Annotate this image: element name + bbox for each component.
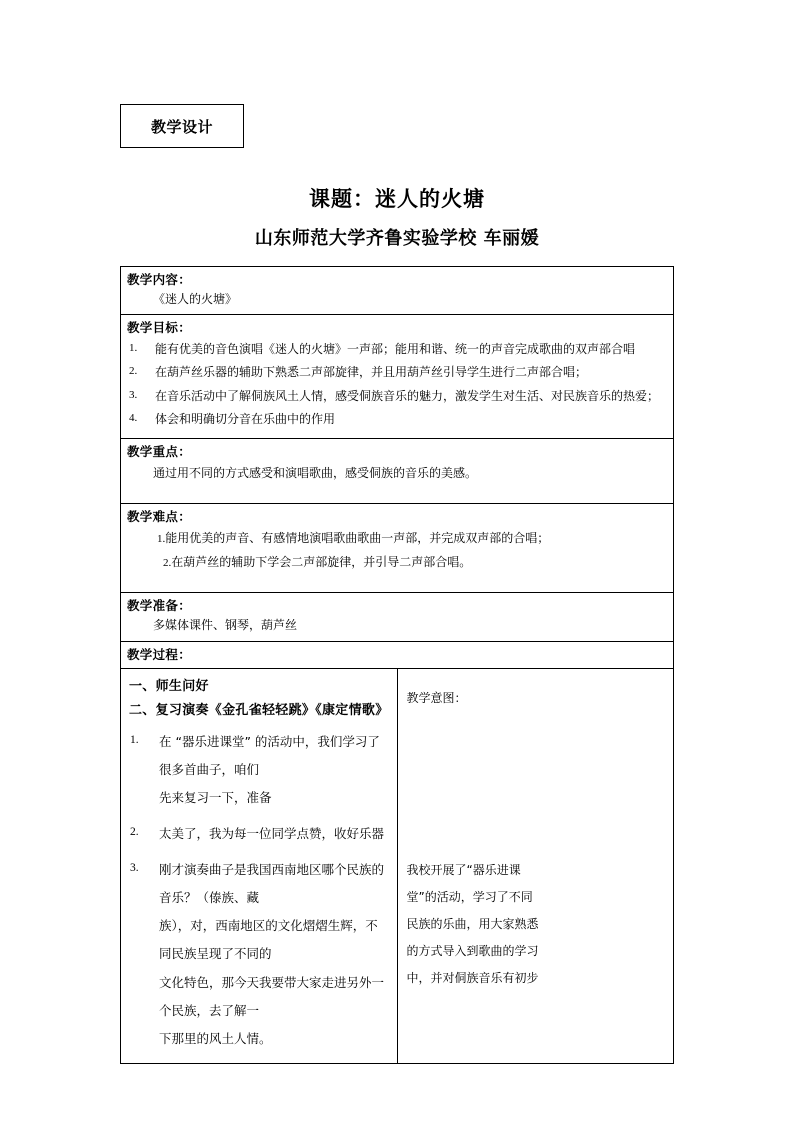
list-item-line: 在 “器乐进课堂” 的活动中，我们学习了很多首曲子，咱们 [159, 733, 380, 777]
intent-body [407, 857, 668, 992]
difficulties-heading: 教学难点： [127, 508, 192, 524]
process-roman-item: 二、复习演奏《金孔雀轻轻跳》《康定情歌》 [129, 703, 389, 719]
list-item-line: 下那里的风土人情。 [159, 1030, 272, 1046]
difficulties-item-text: 能用优美的声音、有感情地演唱歌曲歌曲一声部，并完成双声部的合唱； [165, 531, 550, 546]
list-item [129, 820, 389, 848]
difficulties-item-number: 1. [157, 533, 166, 546]
key-points-heading: 教学重点： [127, 443, 192, 459]
intent-line: 我校开展了“器乐进课 [406, 862, 521, 877]
lesson-plan-table [120, 266, 674, 1064]
cell-preparation [121, 593, 674, 641]
cell-process-steps [121, 669, 398, 1063]
list-item [127, 408, 667, 431]
difficulties-item [127, 550, 667, 574]
intent-line: 民族的乐曲，用大家熟悉 [406, 916, 539, 931]
page-subtitle: 山东师范大学齐鲁实验学校 车丽媛 [254, 228, 540, 249]
list-item [127, 385, 667, 408]
process-step-list [129, 728, 389, 1053]
page-title: 课题：迷人的火塘 [309, 187, 485, 211]
table-row-preparation [121, 593, 674, 641]
list-item-text: 体会和明确切分音在乐曲中的作用 [155, 412, 336, 427]
list-item-text: 在葫芦丝乐器的辅助下熟悉二声部旋律，并且用葫芦丝引导学生进行二声部合唱； [155, 365, 588, 380]
list-item [129, 728, 389, 812]
list-item-line: 先来复习一下，准备 [159, 789, 272, 805]
cell-key-points [121, 438, 674, 503]
list-item [129, 856, 389, 1053]
process-roman-item: 一、师生问好 [129, 679, 209, 695]
intent-line: 中，并对侗族音乐有初步 [406, 970, 539, 985]
difficulties-item-number: 2. [163, 557, 172, 570]
list-item-text: 能有优美的音色演唱《迷人的火塘》一声部；能用和谐、统一的声音完成歌曲的双声部合唱 [155, 342, 636, 357]
key-points-body: 通过用不同的方式感受和演唱歌曲，感受侗族的音乐的美感。 [153, 466, 478, 481]
objectives-heading: 教学目标： [127, 320, 192, 336]
list-item-number: 1. [129, 342, 138, 355]
preparation-heading: 教学准备： [127, 598, 192, 614]
lesson-plan-header-box [120, 104, 244, 148]
table-row-difficulties [121, 503, 674, 593]
list-item-line: 太美了，我为每一位同学点赞，收好乐器 [159, 825, 385, 841]
difficulties-item [127, 526, 667, 550]
cell-process-heading [121, 641, 674, 669]
difficulties-item-text: 在葫芦丝的辅助下学会二声部旋律，并引导二声部合唱。 [171, 555, 472, 570]
table-row-process-heading [121, 641, 674, 669]
content-heading: 教学内容： [127, 272, 192, 287]
intent-line: 的方式导入到歌曲的学习 [406, 943, 539, 958]
list-item-text: 在音乐活动中了解侗族风土人情，感受侗族音乐的魅力，激发学生对生活、对民族音乐的热爱； [155, 388, 660, 403]
list-item [127, 361, 667, 384]
list-item-number: 3. [129, 388, 138, 401]
lesson-plan-header-label: 教学设计 [150, 117, 213, 136]
list-item-number: 1. [130, 733, 139, 746]
process-heading: 教学过程： [127, 646, 192, 662]
cell-difficulties [121, 503, 674, 593]
list-item [127, 338, 667, 361]
intent-heading: 教学意图： [406, 691, 467, 706]
content-body: 《迷人的火塘》 [153, 291, 238, 306]
table-row-process-body [121, 669, 674, 1063]
list-item-number: 2. [129, 365, 138, 378]
preparation-body: 多媒体课件、钢琴，葫芦丝 [153, 618, 298, 633]
table-row-objectives [121, 315, 674, 438]
cell-teaching-intent [397, 669, 674, 1063]
objectives-list [127, 338, 667, 432]
intent-line: 堂”的活动，学习了不同 [406, 889, 533, 904]
list-item-number: 2. [130, 825, 139, 838]
list-item-line: 文化特色，那今天我要带大家走进另外一个民族，去了解一 [159, 974, 385, 1018]
cell-objectives [121, 315, 674, 438]
table-row-key-points [121, 438, 674, 503]
table-row-content [121, 267, 674, 315]
cell-content [121, 267, 674, 315]
list-item-number: 3. [130, 862, 139, 875]
list-item-line: 刚才演奏曲子是我国西南地区哪个民族的音乐？（傣族、藏 [159, 862, 385, 906]
list-item-number: 4. [129, 412, 138, 425]
list-item-line: 族），对，西南地区的文化熠熠生辉，不同民族呈现了不同的 [159, 918, 378, 962]
